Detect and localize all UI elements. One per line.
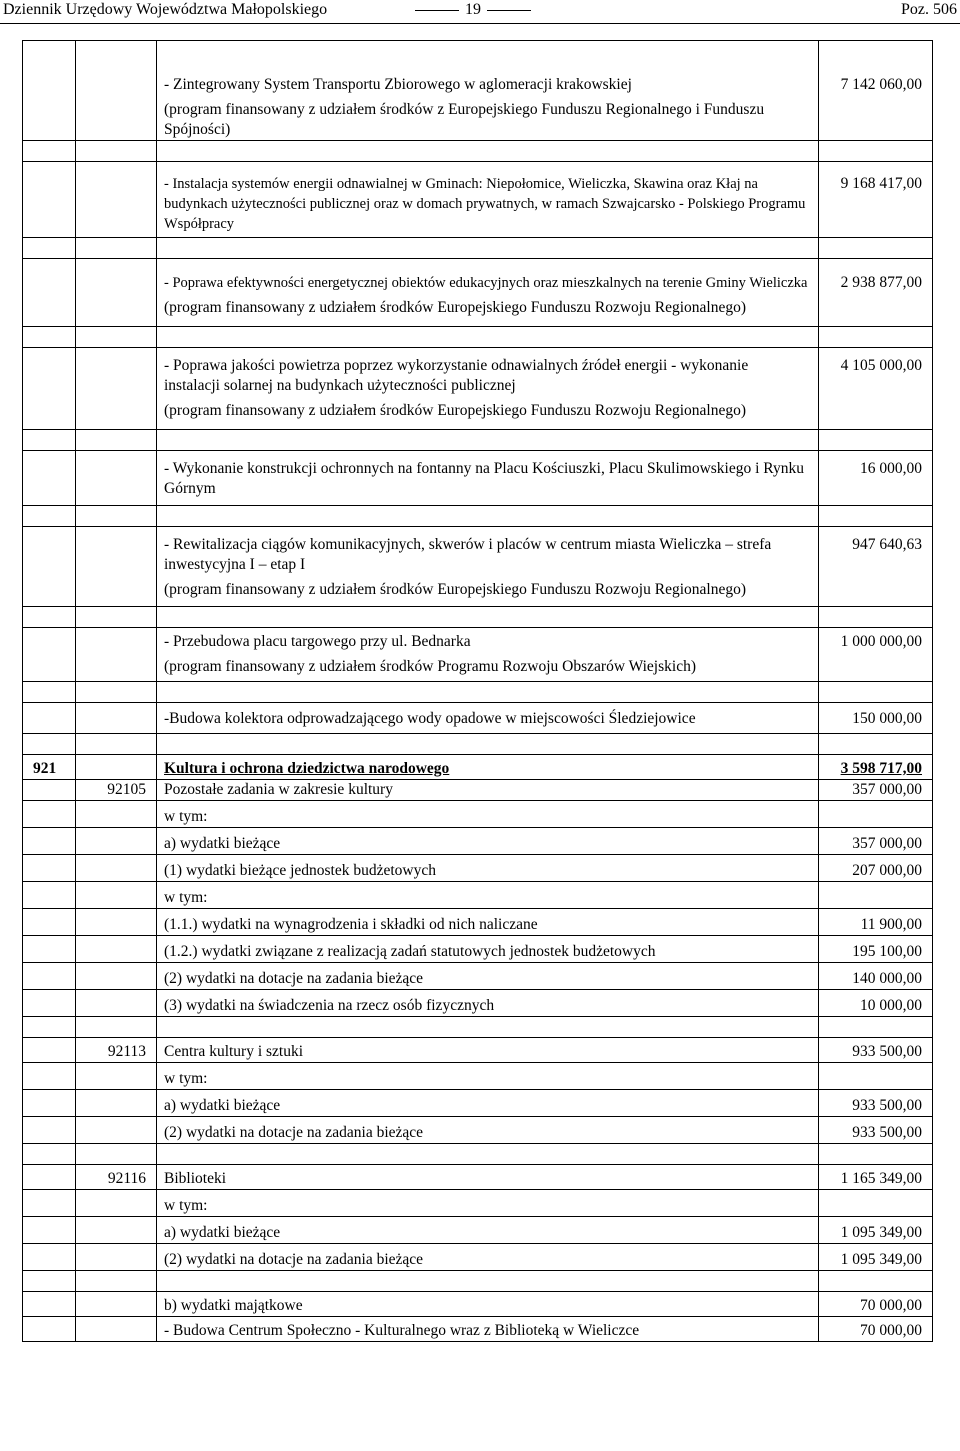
subsection-amount: 1 165 349,00 [819, 1165, 933, 1190]
w-tym-label: w tym: [157, 1190, 819, 1217]
table-row [23, 451, 933, 506]
line-item-label: (2) wydatki na dotacje na zadania bieżące [157, 1244, 819, 1271]
row-amount: 1 000 000,00 [819, 628, 933, 682]
subsection-title: Biblioteki [157, 1165, 819, 1190]
line-item-amount: 195 100,00 [819, 936, 933, 963]
budget-table [22, 40, 933, 1342]
subsection-row [23, 1038, 933, 1063]
section-row [23, 755, 933, 780]
row-amount: 4 105 000,00 [819, 348, 933, 430]
line-item-amount: 140 000,00 [819, 963, 933, 990]
row-amount: 2 938 877,00 [819, 259, 933, 327]
section-amount: 3 598 717,00 [819, 755, 933, 780]
table-row [23, 628, 933, 682]
line-item-amount: 1 095 349,00 [819, 1244, 933, 1271]
line-item-label: - Budowa Centrum Społeczno - Kulturalnego wraz z Biblioteką w Wieliczce [157, 1317, 819, 1342]
line-item-label: (1.2.) wydatki związane z realizacją zadań statutowych jednostek budżetowych [157, 936, 819, 963]
section-title: Kultura i ochrona dziedzictwa narodowego [157, 755, 819, 780]
row-description: - Poprawa jakości powietrza poprzez wykorzystanie odnawialnych źródeł energii - wykonanie instalacji solarnej na budynkach użyteczności publicznej (program finansowany z udziałem środków Europejskiego Funduszu Rozwoju Regionalnego) [157, 348, 819, 430]
position-number: Poz. 506 [901, 1, 957, 18]
row-description: - Zintegrowany System Transportu Zbiorowego w aglomeracji krakowskiej (program finansowany z udziałem środków z Europejskiego Funduszu Regionalnego i Funduszu Spójności) [157, 41, 819, 141]
row-description: - Poprawa efektywności energetycznej obiektów edukacyjnych oraz mieszkalnych na terenie Gminy Wieliczka (program finansowany z udziałem środków Europejskiego Funduszu Rozwoju Regionalnego) [157, 259, 819, 327]
line-item-amount: 357 000,00 [819, 828, 933, 855]
row-amount: 150 000,00 [819, 703, 933, 734]
row-amount: 7 142 060,00 [819, 41, 933, 141]
line-item-label: (1) wydatki bieżące jednostek budżetowych [157, 855, 819, 882]
subsection-title: Pozostałe zadania w zakresie kultury [157, 780, 819, 801]
table-row [23, 259, 933, 327]
table-row [23, 527, 933, 607]
line-item-label: (3) wydatki na świadczenia na rzecz osób fizycznych [157, 990, 819, 1017]
table-row [23, 162, 933, 238]
line-item-amount: 1 095 349,00 [819, 1217, 933, 1244]
subsection-code: 92113 [76, 1038, 157, 1063]
line-item-amount: 933 500,00 [819, 1117, 933, 1144]
subsection-row [23, 1165, 933, 1190]
w-tym-label: w tym: [157, 882, 819, 909]
table-row [23, 41, 933, 141]
page-header [0, 0, 960, 22]
subsection-row [23, 780, 933, 801]
w-tym-label: w tym: [157, 801, 819, 828]
row-description: - Instalacja systemów energii odnawialnej w Gminach: Niepołomice, Wieliczka, Skawina oraz Kłaj na budynkach użyteczności publicznej oraz w domach prywatnych, w ramach Szwajcarsko - Polskiego Programu Współpracy [157, 162, 819, 238]
section-code: 921 [23, 755, 76, 780]
subsection-code: 92116 [76, 1165, 157, 1190]
row-description: - Przebudowa placu targowego przy ul. Bednarka (program finansowany z udziałem środków Programu Rozwoju Obszarów Wiejskich) [157, 628, 819, 682]
line-item-label: (2) wydatki na dotacje na zadania bieżące [157, 963, 819, 990]
page-number: 19 [409, 0, 537, 20]
line-item-label: (2) wydatki na dotacje na zadania bieżące [157, 1117, 819, 1144]
line-item-amount: 207 000,00 [819, 855, 933, 882]
line-item-amount: 11 900,00 [819, 909, 933, 936]
subsection-title: Centra kultury i sztuki [157, 1038, 819, 1063]
row-description: -Budowa kolektora odprowadzającego wody opadowe w miejscowości Śledziejowice [157, 703, 819, 734]
row-amount: 947 640,63 [819, 527, 933, 607]
table-row [23, 703, 933, 734]
table-row [23, 348, 933, 430]
line-item-amount: 10 000,00 [819, 990, 933, 1017]
subsection-amount: 933 500,00 [819, 1038, 933, 1063]
line-item-amount: 70 000,00 [819, 1292, 933, 1317]
line-item-label: a) wydatki bieżące [157, 1090, 819, 1117]
journal-title: Dziennik Urzędowy Województwa Małopolskiego [3, 1, 328, 18]
subsection-code: 92105 [76, 780, 157, 801]
subsection-amount: 357 000,00 [819, 780, 933, 801]
w-tym-label: w tym: [157, 1063, 819, 1090]
row-description: - Wykonanie konstrukcji ochronnych na fontanny na Placu Kościuszki, Placu Skulimowskiego i Rynku Górnym [157, 451, 819, 506]
line-item-label: b) wydatki majątkowe [157, 1292, 819, 1317]
line-item-amount: 933 500,00 [819, 1090, 933, 1117]
line-item-label: a) wydatki bieżące [157, 1217, 819, 1244]
row-amount: 9 168 417,00 [819, 162, 933, 238]
row-amount: 16 000,00 [819, 451, 933, 506]
line-item-label: (1.1.) wydatki na wynagrodzenia i składki od nich naliczane [157, 909, 819, 936]
row-description: - Rewitalizacja ciągów komunikacyjnych, skwerów i placów w centrum miasta Wieliczka – strefa inwestycyjna I – etap I (program finansowany z udziałem środków Europejskiego Funduszu Rozwoju Regionalnego) [157, 527, 819, 607]
line-item-amount: 70 000,00 [819, 1317, 933, 1342]
line-item-label: a) wydatki bieżące [157, 828, 819, 855]
header-rule [0, 23, 960, 24]
